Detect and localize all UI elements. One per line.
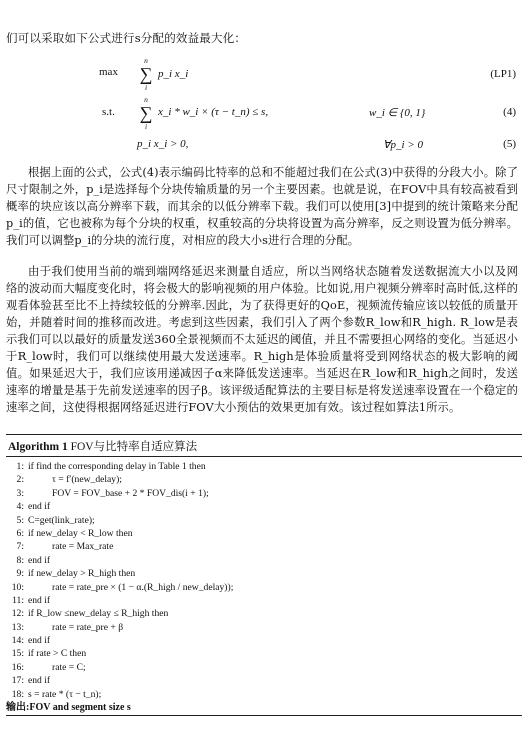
line-text: if new_delay < R_low then — [28, 527, 133, 539]
algorithm-line — [6, 607, 522, 620]
constraint-4-body: x_i * w_i × (τ − t_n) ≤ s, — [158, 106, 269, 118]
constraint-4-side: w_i ∈ {0, 1} — [369, 107, 426, 119]
intro-text: 们可以采取如下公式进行s分配的效益最大化： — [6, 31, 247, 45]
line-number: 17: — [11, 675, 24, 687]
line-number: 2: — [16, 474, 24, 486]
line-text: FOV = FOV_base + 2 * FOV_dis(i + 1); — [52, 487, 209, 499]
algorithm-line — [6, 567, 522, 580]
algorithm-line — [6, 460, 522, 473]
line-text: end if — [28, 635, 51, 647]
line-text: C=get(link_rate); — [28, 514, 95, 526]
paragraph-1: 根据上面的公式，公式(4)表示编码比特率的总和不能超过我们在公式(3)中获得的分段大小。除了尺寸限制之外，p_i是选择每个分块传输质量的另一个主要因素。也就是说，在FOV中具有较高被看到概率的块应该以高分辨率下载，而其余的以低分辨率下载。我们可以使用[3]中提到的统计策略来分配p_i的值，它也被称为每个分块的权重，权重较高的分块将设置为高分辨率，反之则设置为低分辨率。我们可以调整p_i的分块的流行度，对相应的段大小s进行合理的分配。 — [6, 166, 518, 247]
sum-upper: n — [144, 56, 148, 65]
line-text: rate = Max_rate — [52, 541, 114, 553]
objective-equation — [99, 66, 118, 78]
sum-lower-2: i — [144, 122, 148, 131]
line-number: 1: — [16, 461, 24, 472]
sum-upper-2: n — [144, 95, 148, 104]
algorithm-line — [6, 500, 522, 513]
line-number: 11: — [12, 594, 24, 606]
algorithm-line — [6, 554, 522, 567]
algorithm-line — [6, 594, 522, 607]
algorithm-line — [6, 581, 522, 594]
line-number: 3: — [16, 487, 24, 499]
algorithm-line — [6, 527, 522, 540]
algorithm-line — [6, 661, 522, 674]
line-number: 9: — [16, 568, 24, 580]
equation-number-5: (5) — [503, 138, 516, 150]
algorithm-title — [6, 435, 522, 457]
algorithm-line — [6, 514, 522, 527]
line-text: if R_low ≤new_delay ≤ R_high then — [28, 608, 169, 620]
line-number: 14: — [11, 635, 24, 647]
algorithm-line — [6, 621, 522, 634]
algorithm-box — [6, 434, 522, 716]
st-label: s.t. — [102, 106, 115, 118]
constraint-5-body: p_i x_i > 0, — [137, 138, 189, 150]
line-number: 18: — [11, 688, 24, 700]
line-text: rate = rate_pre × (1 − α.(R_high / new_delay)); — [52, 581, 234, 593]
algorithm-line — [6, 634, 522, 647]
line-text: if new_delay > R_high then — [28, 568, 136, 580]
line-text: rate = C; — [52, 661, 86, 673]
line-number: 5: — [16, 514, 24, 526]
paragraph-2: 由于我们使用当前的端到端网络延迟来测量自适应，所以当网络状态随着发送数据流大小以及网络的波动而大幅度变化时，将会极大的影响视频的用户体验。比如说,用户视频分辨率时高时低,这样的观看体验甚至比不上持续较低的分辨率.因此，为了获得更好的QoE，视频流传输应该以较低的质量开始，并随着时间的推移而改进。考虑到这些因素，我们引入了两个参数R_low和R_high. R_low是表示我们可以以最好的质量发送360全景视频而不太延迟的阈值，并且不需要担心网络的变化。当延迟小于R_low时，我们可以继续使用最大发送速率。R_high是体验质量将受到网络状态的极大影响的阈值。如果延迟大于，我们应该用递减因子α来降低发送速率。当延迟在R_low和R_high之间时，发送速率的增量是基于先前发送速率的因子β。该评级适配算法的主要目标是将发送速率设置在一个稳定的速率之间，这使得根据网络延迟进行FOV大小预估的效果更加有效。该过程如算法1所示。 — [6, 265, 518, 414]
line-text: rate = rate_pre + β — [52, 621, 124, 633]
line-number: 10: — [11, 581, 24, 593]
algorithm-name: FOV与比特率自适应算法 — [70, 441, 198, 453]
equation-number-lp1: (LP1) — [490, 68, 516, 80]
max-operator: max — [99, 66, 118, 78]
line-text: if find the corresponding delay in Table 1 then — [28, 461, 206, 472]
line-text: end if — [28, 501, 51, 513]
line-number: 16: — [11, 661, 24, 673]
algorithm-line — [6, 674, 522, 687]
line-text: end if — [28, 675, 51, 687]
objective-body: p_i x_i — [158, 68, 189, 80]
line-text: end if — [28, 554, 51, 566]
constraint-5-side: ∀p_i > 0 — [383, 139, 424, 151]
algorithm-line — [6, 473, 522, 486]
algorithm-label: Algorithm 1 — [8, 441, 68, 453]
equation-number-4: (4) — [503, 106, 516, 118]
algorithm-line — [6, 688, 522, 701]
algorithm-line — [6, 647, 522, 660]
line-number: 4: — [16, 501, 24, 513]
line-number: 8: — [16, 554, 24, 566]
sum-symbol-1: n ∑ i — [139, 56, 153, 92]
algorithm-line — [6, 540, 522, 553]
line-number: 15: — [11, 648, 24, 660]
algorithm-line — [6, 487, 522, 500]
algorithm-lines — [6, 457, 522, 701]
algorithm-output: 输出:FOV and segment size s — [6, 702, 131, 714]
sum-lower: i — [144, 83, 148, 92]
line-number: 13: — [11, 621, 24, 633]
line-number: 12: — [11, 608, 24, 620]
line-text: if rate > C then — [28, 648, 87, 660]
line-number: 7: — [16, 541, 24, 553]
line-text: s = rate * (τ − t_n); — [28, 688, 102, 700]
line-number: 6: — [16, 527, 24, 539]
line-text: τ = f′(new_delay); — [52, 474, 122, 486]
sum-symbol-2: n ∑ i — [139, 95, 153, 131]
line-text: end if — [28, 594, 51, 606]
